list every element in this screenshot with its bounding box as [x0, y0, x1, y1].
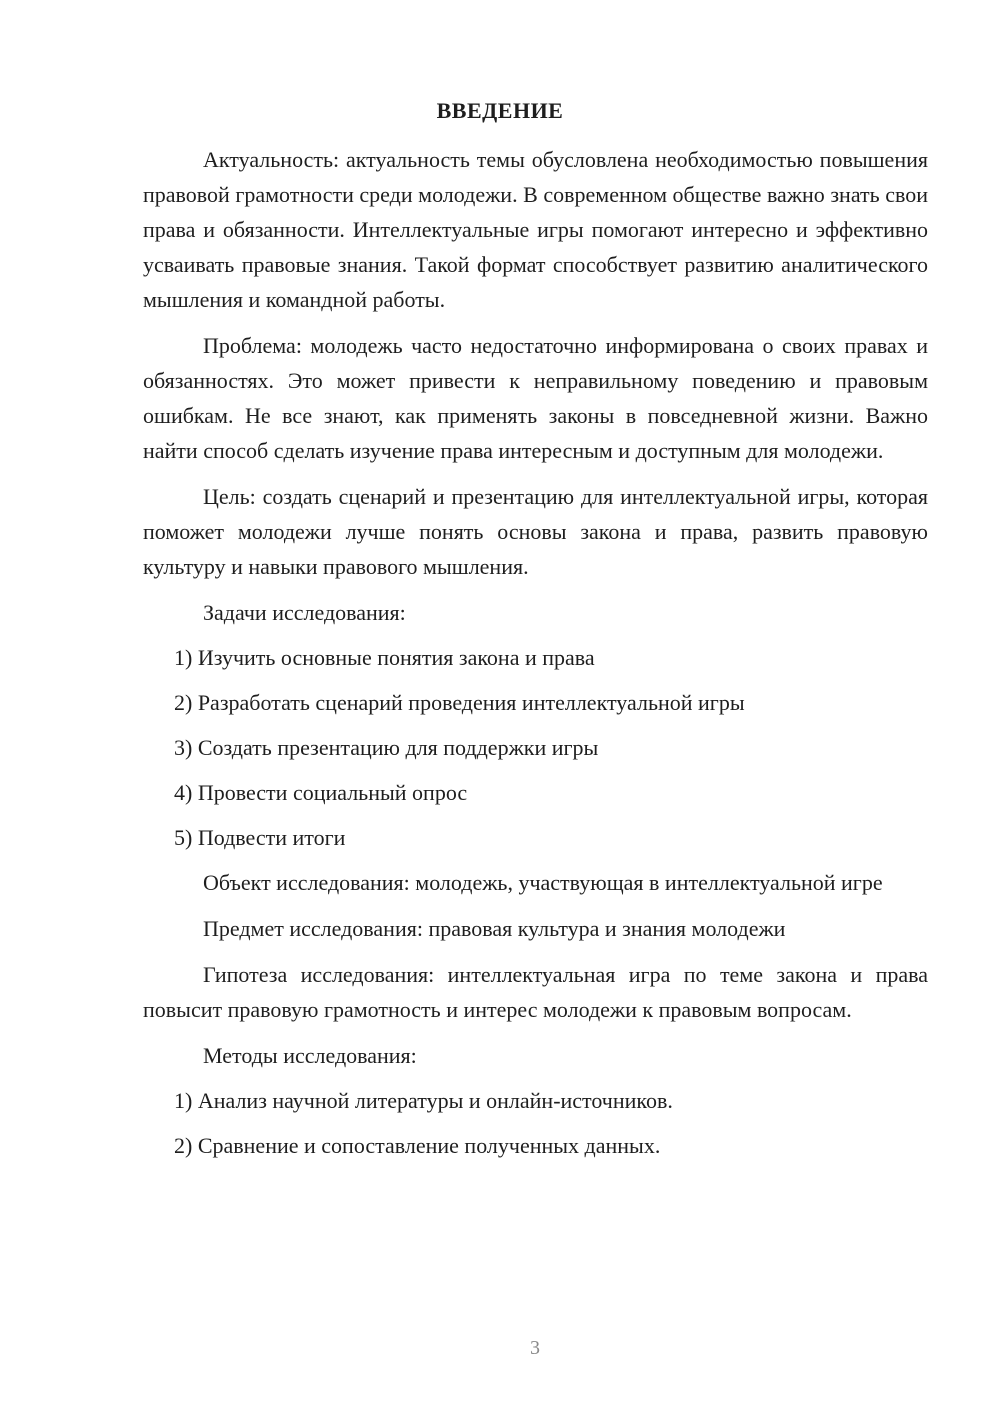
task-item: 5) Подвести итоги: [174, 825, 346, 850]
page-number: 3: [530, 1337, 540, 1359]
object-paragraph: Объект исследования: молодежь, участвующая в интеллектуальной игре: [203, 870, 883, 895]
methods-heading: Методы исследования:: [203, 1043, 417, 1068]
document-body: [143, 142, 928, 1173]
page-title: ВВЕДЕНИЕ: [436, 98, 564, 123]
task-item: 4) Провести социальный опрос: [174, 780, 468, 805]
problem-paragraph: Проблема: молодежь часто недостаточно информирована о своих правах и обязанностях. Это может привести к неправильному поведению и правовым ошибкам. Не все знают, как применять законы в повседневной жизни. Важно найти способ сделать изучение права интересным и доступным для молодежи.: [143, 333, 928, 463]
subject-paragraph: Предмет исследования: правовая культура и знания молодежи: [203, 916, 786, 941]
relevance-paragraph: Актуальность: актуальность темы обусловлена необходимостью повышения правовой грамотности среди молодежи. В современном обществе важно знать свои права и обязанности. Интеллектуальные игры помогают интересно и эффективно усваивать правовые знания. Такой формат способствует развитию аналитического мышления и командной работы.: [143, 147, 928, 312]
goal-paragraph: Цель: создать сценарий и презентацию для интеллектуальной игры, которая поможет молодежи лучше понять основы закона и права, развить правовую культуру и навыки правового мышления.: [143, 484, 928, 579]
tasks-heading: Задачи исследования:: [203, 600, 406, 625]
hypothesis-paragraph: Гипотеза исследования: интеллектуальная игра по теме закона и права повысит правовую грамотность и интерес молодежи к правовым вопросам.: [143, 962, 928, 1022]
task-item: 1) Изучить основные понятия закона и права: [174, 645, 595, 670]
method-item: 1) Анализ научной литературы и онлайн-источников.: [174, 1088, 673, 1113]
task-item: 3) Создать презентацию для поддержки игры: [174, 735, 599, 760]
method-item: 2) Сравнение и сопоставление полученных данных.: [174, 1133, 661, 1158]
task-item: 2) Разработать сценарий проведения интеллектуальной игры: [174, 690, 745, 715]
